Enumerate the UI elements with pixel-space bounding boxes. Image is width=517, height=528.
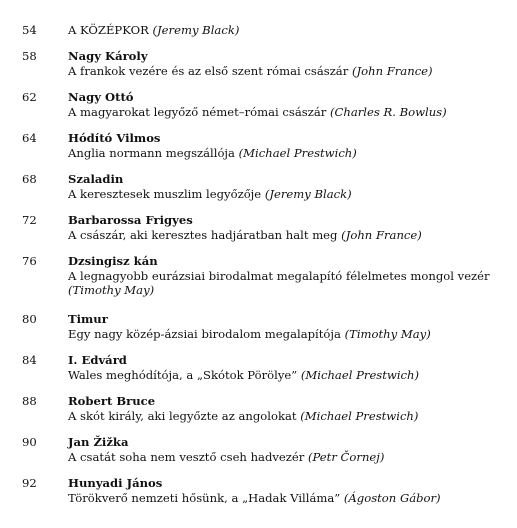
entry-title: Nagy Károly (68, 49, 148, 63)
page-number: 54 (22, 23, 37, 37)
entry-subtitle: A legnagyobb eurázsiai birodalmat megalapító félelmetes mongol vezér (68, 268, 490, 283)
entry-subtitle: Törökverő nemzeti hősünk, a „Hadak Villáma” (68, 490, 341, 505)
page-number: 90 (22, 435, 37, 449)
entry-author: (Jeremy Black) (152, 23, 240, 37)
entry-subtitle: A császár, aki keresztes hadjáratban halt meg (68, 227, 338, 242)
entry-body (68, 23, 508, 38)
entry-title: Hódító Vilmos (68, 131, 161, 145)
entry-body (68, 476, 508, 505)
entry-body (68, 312, 508, 341)
entry-body (68, 172, 508, 201)
entry-subtitle: Wales meghódítója, a „Skótok Pörölye” (68, 367, 298, 382)
page-number: 92 (22, 476, 37, 490)
page-number: 84 (22, 353, 37, 367)
entry-title: Szaladin (68, 172, 124, 186)
page-number: 76 (22, 254, 37, 268)
part-title: A KÖZÉPKOR (68, 23, 149, 37)
entry-body (68, 49, 508, 78)
entry-author: (Petr Čornej) (308, 449, 385, 464)
page-number: 88 (22, 394, 37, 408)
entry-title: Dzsingisz kán (68, 254, 158, 268)
entry-title: Hunyadi János (68, 476, 163, 490)
entry-author: (Michael Prestwich) (300, 367, 420, 382)
entry-subtitle: A skót király, aki legyőzte az angolokat (68, 408, 297, 423)
entry-subtitle-line (68, 146, 508, 161)
entry-subtitle: A csatát soha nem vesztő cseh hadvezér (68, 449, 305, 464)
entry-subtitle-line (68, 491, 508, 506)
entry-body (68, 435, 508, 464)
entry-title: I. Edvárd (68, 353, 127, 367)
entry-subtitle-line (68, 409, 508, 424)
entry-body (68, 213, 508, 242)
page-number: 72 (22, 213, 37, 227)
entry-subtitle: Egy nagy közép-ázsiai birodalom megalapítója (68, 326, 341, 341)
entry-author: (Michael Prestwich) (300, 408, 419, 423)
entry-title: Nagy Ottó (68, 90, 134, 104)
entry-subtitle: A keresztesek muszlim legyőzője (68, 186, 262, 201)
entry-subtitle-line (68, 327, 508, 342)
entry-author: (Ágoston Gábor) (343, 490, 441, 505)
entry-body (68, 254, 508, 298)
entry-body (68, 90, 508, 119)
entry-subtitle-line (68, 228, 508, 243)
entry-body (68, 353, 508, 382)
entry-author: (Timothy May) (68, 283, 155, 298)
entry-author: (Michael Prestwich) (238, 145, 357, 160)
entry-subtitle-line (68, 64, 508, 79)
entry-author: (Jeremy Black) (264, 186, 352, 201)
entry-body (68, 394, 508, 423)
entry-author: (John France) (351, 63, 433, 78)
entry-subtitle: Anglia normann megszállója (68, 145, 235, 160)
entry-title: Timur (68, 312, 108, 326)
page-number: 58 (22, 49, 37, 63)
page-number: 68 (22, 172, 37, 186)
page-number: 80 (22, 312, 37, 326)
entry-subtitle-line (68, 269, 508, 284)
entry-author: (Timothy May) (344, 326, 431, 341)
entry-title: Jan Žižka (68, 435, 129, 449)
entry-subtitle-line (68, 187, 508, 202)
entry-subtitle-line (68, 105, 508, 120)
entry-author-line (68, 283, 508, 298)
entry-title: Barbarossa Frigyes (68, 213, 193, 227)
entry-subtitle: A magyarokat legyőző német–római császár (68, 104, 327, 119)
page-number: 62 (22, 90, 37, 104)
entry-title: Robert Bruce (68, 394, 156, 408)
entry-subtitle-line (68, 368, 508, 383)
entry-body (68, 131, 508, 160)
entry-author: (John France) (341, 227, 422, 242)
entry-subtitle: A frankok vezére és az első szent római császár (68, 63, 349, 78)
entry-subtitle-line (68, 450, 508, 465)
entry-author: (Charles R. Bowlus) (329, 104, 447, 119)
page-number: 64 (22, 131, 37, 145)
